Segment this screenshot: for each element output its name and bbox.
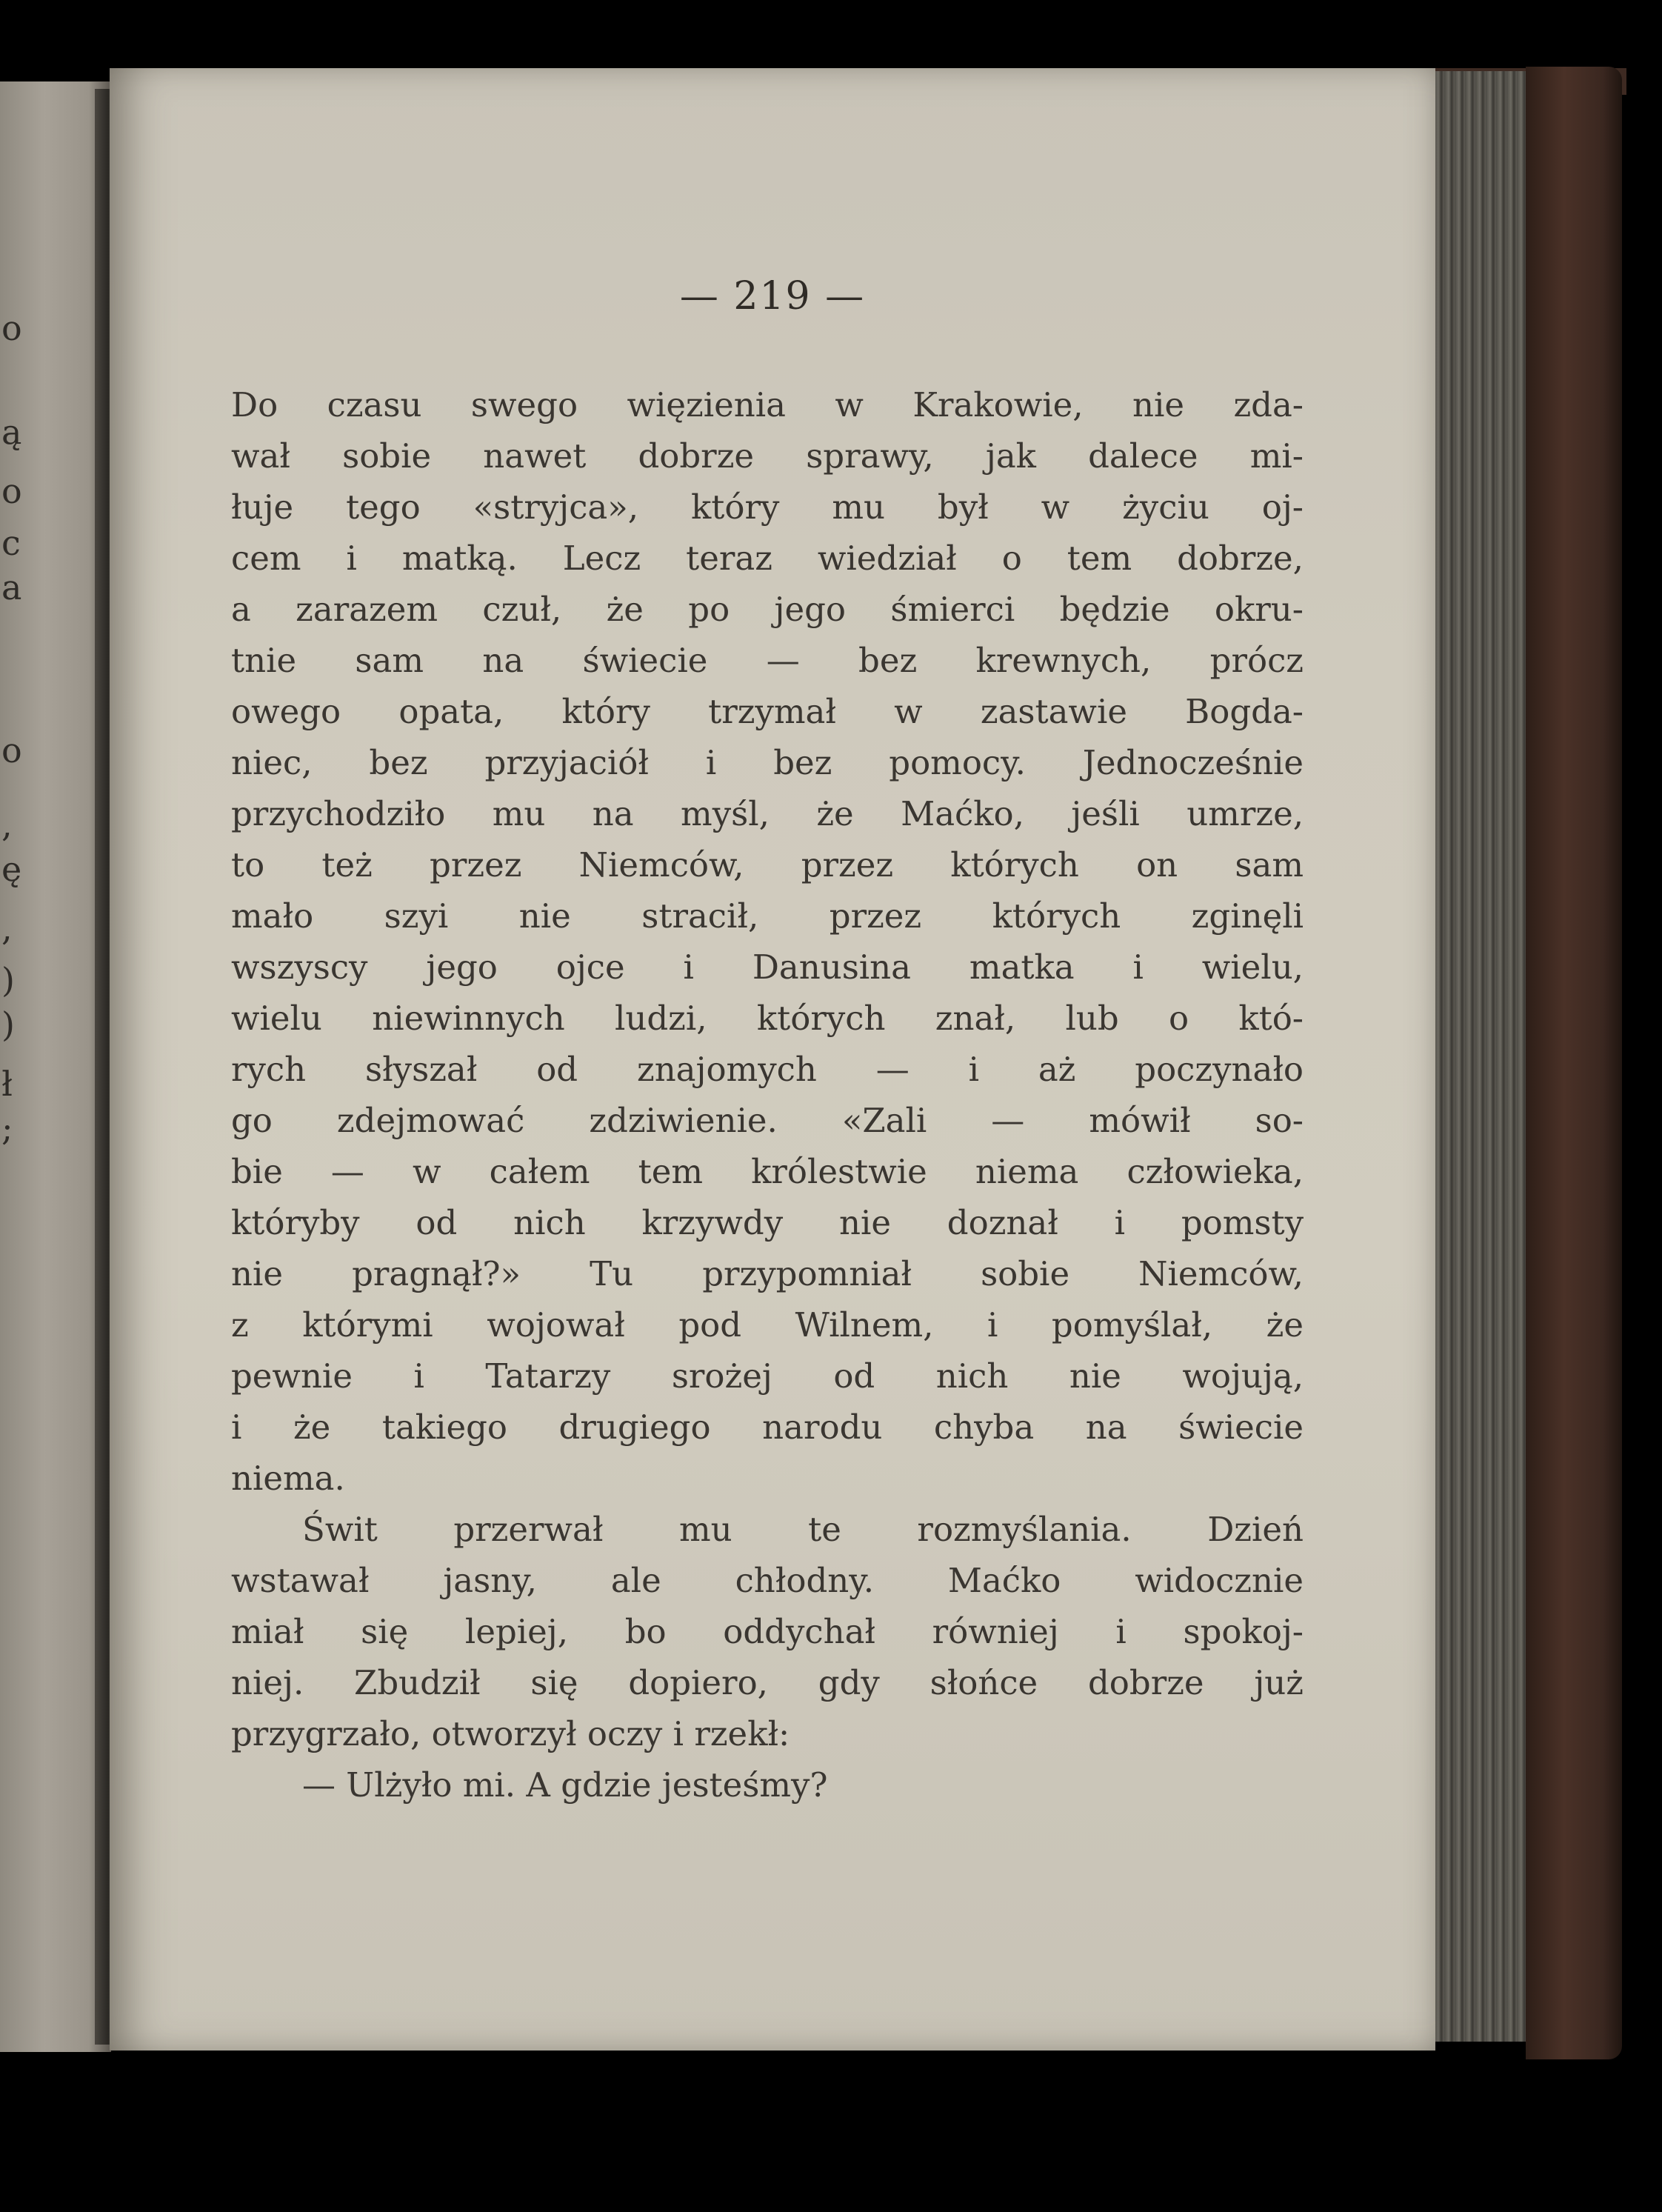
text-line: wstawał jasny, ale chłodny. Maćko widocznie [231,1561,1304,1600]
text-line: Do czasu swego więzienia w Krakowie, nie zda- [231,385,1304,424]
book-cover-right [1526,67,1622,2059]
text-line: wszyscy jego ojce i Danusina matka i wielu, [231,947,1304,987]
previous-page-fragment: ; [1,1108,13,1148]
text-line: tnie sam na świecie — bez krewnych, prócz [231,641,1304,680]
text-line: z którymi wojował pod Wilnem, i pomyślał, że [231,1305,1304,1345]
previous-page-fragment: ) [1,960,15,1000]
text-line: cem i matką. Lecz teraz wiedział o tem dobrze, [231,539,1304,578]
previous-page-fragment: o [1,308,22,348]
text-line: go zdejmować zdziwienie. «Zali — mówił so- [231,1101,1304,1140]
text-line: niej. Zbudził się dopiero, gdy słońce dobrze już [231,1663,1304,1702]
previous-page-fragment: , [1,804,13,845]
page-edges [1434,71,1530,2042]
text-line: a zarazem czuł, że po jego śmierci będzie okru- [231,590,1304,629]
book-page [110,68,1435,2051]
page-text [231,379,1304,1810]
previous-page-fragment: a [1,567,22,607]
text-line: nie pragnął?» Tu przypomniał sobie Niemców, [231,1254,1304,1293]
previous-page-fragment: ) [1,1005,15,1045]
previous-page-fragment: o [1,471,22,511]
text-line: przygrzało, otworzył oczy i rzekł: [231,1714,790,1753]
text-line: pewnie i Tatarzy srożej od nich nie wojują, [231,1356,1304,1396]
previous-page-fragment: ę [1,849,22,889]
text-line: któryby od nich krzywdy nie doznał i pomsty [231,1203,1304,1242]
text-line: mało szyi nie stracił, przez których zginęli [231,896,1304,936]
previous-page-fragment: , [1,908,13,948]
text-line: przychodziło mu na myśl, że Maćko, jeśli umrze, [231,794,1304,833]
page-number: — 219 — [679,274,866,319]
text-line: wielu niewinnych ludzi, których znał, lub o któ- [231,999,1304,1038]
text-line: bie — w całem tem królestwie niema człowieka, [231,1152,1304,1191]
text-line: rych słyszał od znajomych — i aż poczynało [231,1050,1304,1089]
text-line: miał się lepiej, bo oddychał równiej i spokoj- [231,1612,1304,1651]
previous-page-fragment: ł [1,1064,13,1104]
text-line: Świt przerwał mu te rozmyślania. Dzień [302,1510,1304,1549]
previous-page-fragment: o [1,730,22,770]
previous-page-fragment: c [1,523,21,563]
text-line: łuje tego «stryjca», który mu był w życiu oj- [231,487,1304,527]
text-line: owego opata, który trzymał w zastawie Bogda- [231,692,1304,731]
text-line: i że takiego drugiego narodu chyba na świecie [231,1408,1304,1447]
text-line: niec, bez przyjaciół i bez pomocy. Jednocześnie [231,743,1304,782]
text-line: to też przez Niemców, przez których on sam [231,845,1304,885]
previous-page-fragment: ą [1,412,22,452]
text-line: — Ulżyło mi. A gdzie jesteśmy? [302,1765,828,1805]
text-line: niema. [231,1459,345,1498]
text-line: wał sobie nawet dobrze sprawy, jak dalece mi- [231,436,1304,476]
